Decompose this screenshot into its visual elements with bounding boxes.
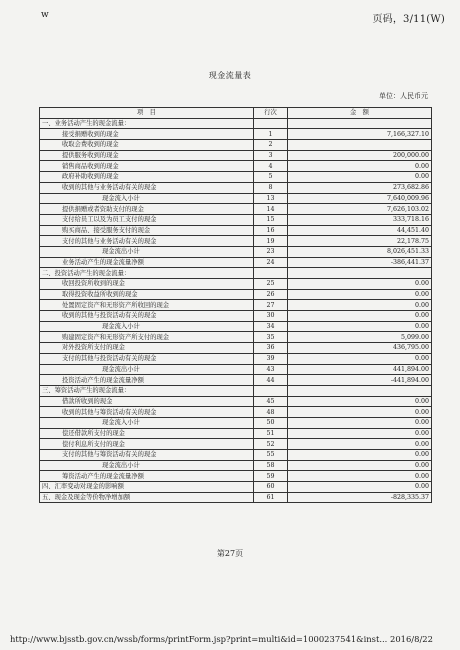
- row-seq: 61: [254, 492, 288, 503]
- row-seq: [254, 385, 288, 396]
- table-header-row: [40, 108, 432, 119]
- table-row: [40, 236, 432, 247]
- table-row: [40, 321, 432, 332]
- row-seq: 58: [254, 460, 288, 471]
- row-item: 收取会费收到的现金: [40, 140, 254, 151]
- table-row: [40, 225, 432, 236]
- row-amount: 0.00: [288, 407, 432, 418]
- row-item: 现金流出小计: [40, 460, 254, 471]
- row-amount: 273,682.86: [288, 182, 432, 193]
- row-seq: 34: [254, 321, 288, 332]
- row-item: 现金流出小计: [40, 246, 254, 257]
- page-indicator: 页码，3/11(W): [372, 14, 445, 25]
- row-amount: 200,000.00: [288, 150, 432, 161]
- row-amount: 7,166,327.10: [288, 129, 432, 140]
- row-amount: 0.00: [288, 460, 432, 471]
- row-seq: 59: [254, 471, 288, 482]
- row-amount: 0.00: [288, 321, 432, 332]
- row-item: 政府补助收到的现金: [40, 172, 254, 183]
- row-seq: 30: [254, 311, 288, 322]
- row-seq: 48: [254, 407, 288, 418]
- row-amount: 0.00: [288, 482, 432, 493]
- table-row: [40, 353, 432, 364]
- row-seq: 60: [254, 482, 288, 493]
- row-item: 现金流入小计: [40, 193, 254, 204]
- row-item: 支付的其他与投资活动有关的现金: [40, 353, 254, 364]
- row-item: 提供捐赠或者资助支付的现金: [40, 204, 254, 215]
- row-seq: 15: [254, 214, 288, 225]
- row-amount: 0.00: [288, 471, 432, 482]
- row-amount: 7,626,103.02: [288, 204, 432, 215]
- table-row: [40, 332, 432, 343]
- row-seq: 43: [254, 364, 288, 375]
- row-item: 偿付利息所支付的现金: [40, 439, 254, 450]
- row-amount: -828,335.37: [288, 492, 432, 503]
- row-item: 收回投资所收到的现金: [40, 279, 254, 290]
- row-item: 二、投资活动产生的现金流量：: [40, 268, 254, 279]
- row-seq: 35: [254, 332, 288, 343]
- table-row: [40, 172, 432, 183]
- row-amount: 5,099.00: [288, 332, 432, 343]
- row-seq: [254, 268, 288, 279]
- row-seq: 36: [254, 343, 288, 354]
- table-row: [40, 471, 432, 482]
- row-item: 支付的其他与筹资活动有关的现金: [40, 450, 254, 461]
- row-amount: 0.00: [288, 279, 432, 290]
- row-seq: 23: [254, 246, 288, 257]
- row-amount: 8,026,451.33: [288, 246, 432, 257]
- row-item: 提供服务收到的现金: [40, 150, 254, 161]
- table-row: [40, 268, 432, 279]
- row-seq: 1: [254, 129, 288, 140]
- table-row: [40, 450, 432, 461]
- row-seq: 5: [254, 172, 288, 183]
- row-item: 四、汇率变动对现金的影响额: [40, 482, 254, 493]
- row-item: 投资活动产生的现金流量净额: [40, 375, 254, 386]
- row-seq: 39: [254, 353, 288, 364]
- row-amount: 0.00: [288, 311, 432, 322]
- currency-unit: 单位：人民币元: [379, 92, 428, 100]
- row-item: 筹资活动产生的现金流量净额: [40, 471, 254, 482]
- row-amount: 0.00: [288, 172, 432, 183]
- row-amount: 0.00: [288, 353, 432, 364]
- table-row: [40, 257, 432, 268]
- table-row: [40, 140, 432, 151]
- row-amount: 0.00: [288, 439, 432, 450]
- row-seq: 26: [254, 289, 288, 300]
- row-item: 支付给员工以及为员工支付的现金: [40, 214, 254, 225]
- row-item: 五、现金及现金等价物净增加额: [40, 492, 254, 503]
- table-row: [40, 204, 432, 215]
- row-amount: -441,894.00: [288, 375, 432, 386]
- row-amount: [288, 385, 432, 396]
- cash-flow-table: [39, 107, 432, 503]
- row-item: 借款所收到的现金: [40, 396, 254, 407]
- row-item: 业务活动产生的现金流量净额: [40, 257, 254, 268]
- table-row: [40, 428, 432, 439]
- table-row: [40, 385, 432, 396]
- row-seq: 50: [254, 417, 288, 428]
- table-row: [40, 129, 432, 140]
- page-number: 第27页: [216, 549, 244, 558]
- table-row: [40, 375, 432, 386]
- page-title: 现金流量表: [208, 71, 252, 80]
- table-row: [40, 193, 432, 204]
- row-seq: 52: [254, 439, 288, 450]
- row-seq: 2: [254, 140, 288, 151]
- table-row: [40, 417, 432, 428]
- row-item: 接受捐赠收到的现金: [40, 129, 254, 140]
- row-item: 支付的其他与业务活动有关的现金: [40, 236, 254, 247]
- column-header-amount: 金 额: [288, 108, 432, 119]
- row-seq: 14: [254, 204, 288, 215]
- row-item: 三、筹资活动产生的现金流量：: [40, 385, 254, 396]
- row-seq: 3: [254, 150, 288, 161]
- table-body: [40, 118, 432, 503]
- table-row: [40, 311, 432, 322]
- row-amount: 441,894.00: [288, 364, 432, 375]
- row-amount: 44,451.40: [288, 225, 432, 236]
- row-seq: 13: [254, 193, 288, 204]
- table-row: [40, 161, 432, 172]
- row-item: 购买商品、接受服务支付的现金: [40, 225, 254, 236]
- row-amount: -386,441.37: [288, 257, 432, 268]
- row-amount: [288, 268, 432, 279]
- row-item: 偿还借款所支付的现金: [40, 428, 254, 439]
- row-item: 处置固定资产和无形资产所收回的现金: [40, 300, 254, 311]
- row-amount: 22,178.75: [288, 236, 432, 247]
- row-amount: [288, 140, 432, 151]
- row-seq: [254, 118, 288, 129]
- table-row: [40, 343, 432, 354]
- column-header-item: 项 目: [40, 108, 254, 119]
- row-item: 收到的其他与业务活动有关的现金: [40, 182, 254, 193]
- table-row: [40, 492, 432, 503]
- row-amount: 436,795.00: [288, 343, 432, 354]
- row-item: 现金流入小计: [40, 321, 254, 332]
- row-item: 购建固定资产和无形资产所支付的现金: [40, 332, 254, 343]
- row-amount: 0.00: [288, 417, 432, 428]
- table-row: [40, 150, 432, 161]
- row-seq: 51: [254, 428, 288, 439]
- table-row: [40, 407, 432, 418]
- table-row: [40, 482, 432, 493]
- row-seq: 44: [254, 375, 288, 386]
- row-seq: 4: [254, 161, 288, 172]
- row-item: 一、业务活动产生的现金流量：: [40, 118, 254, 129]
- row-seq: 16: [254, 225, 288, 236]
- row-item: 收到的其他与投资活动有关的现金: [40, 311, 254, 322]
- table-row: [40, 246, 432, 257]
- table-row: [40, 289, 432, 300]
- row-seq: 25: [254, 279, 288, 290]
- row-item: 对外投资所支付的现金: [40, 343, 254, 354]
- row-seq: 8: [254, 182, 288, 193]
- row-amount: 7,640,009.96: [288, 193, 432, 204]
- table-row: [40, 439, 432, 450]
- table-row: [40, 364, 432, 375]
- table-row: [40, 460, 432, 471]
- row-seq: 24: [254, 257, 288, 268]
- row-item: 现金流出小计: [40, 364, 254, 375]
- row-amount: 0.00: [288, 428, 432, 439]
- table-row: [40, 214, 432, 225]
- table-row: [40, 279, 432, 290]
- row-amount: 0.00: [288, 450, 432, 461]
- row-item: 现金流入小计: [40, 417, 254, 428]
- row-amount: 0.00: [288, 396, 432, 407]
- row-item: 销售商品收到的现金: [40, 161, 254, 172]
- row-amount: [288, 118, 432, 129]
- row-seq: 19: [254, 236, 288, 247]
- row-item: 取得投资收益所收到的现金: [40, 289, 254, 300]
- table-row: [40, 182, 432, 193]
- header-left-mark: w: [41, 10, 49, 20]
- table-row: [40, 396, 432, 407]
- column-header-seq: 行次: [254, 108, 288, 119]
- row-amount: 333,718.16: [288, 214, 432, 225]
- row-seq: 45: [254, 396, 288, 407]
- row-amount: 0.00: [288, 300, 432, 311]
- row-item: 收到的其他与筹资活动有关的现金: [40, 407, 254, 418]
- row-seq: 55: [254, 450, 288, 461]
- table-row: [40, 300, 432, 311]
- row-amount: 0.00: [288, 161, 432, 172]
- row-amount: 0.00: [288, 289, 432, 300]
- table-row: [40, 118, 432, 129]
- row-seq: 27: [254, 300, 288, 311]
- footer-url: http://www.bjsstb.gov.cn/wssb/forms/printForm.jsp?print=multi&id=1000237541&inst... 2016/8/22: [10, 634, 433, 644]
